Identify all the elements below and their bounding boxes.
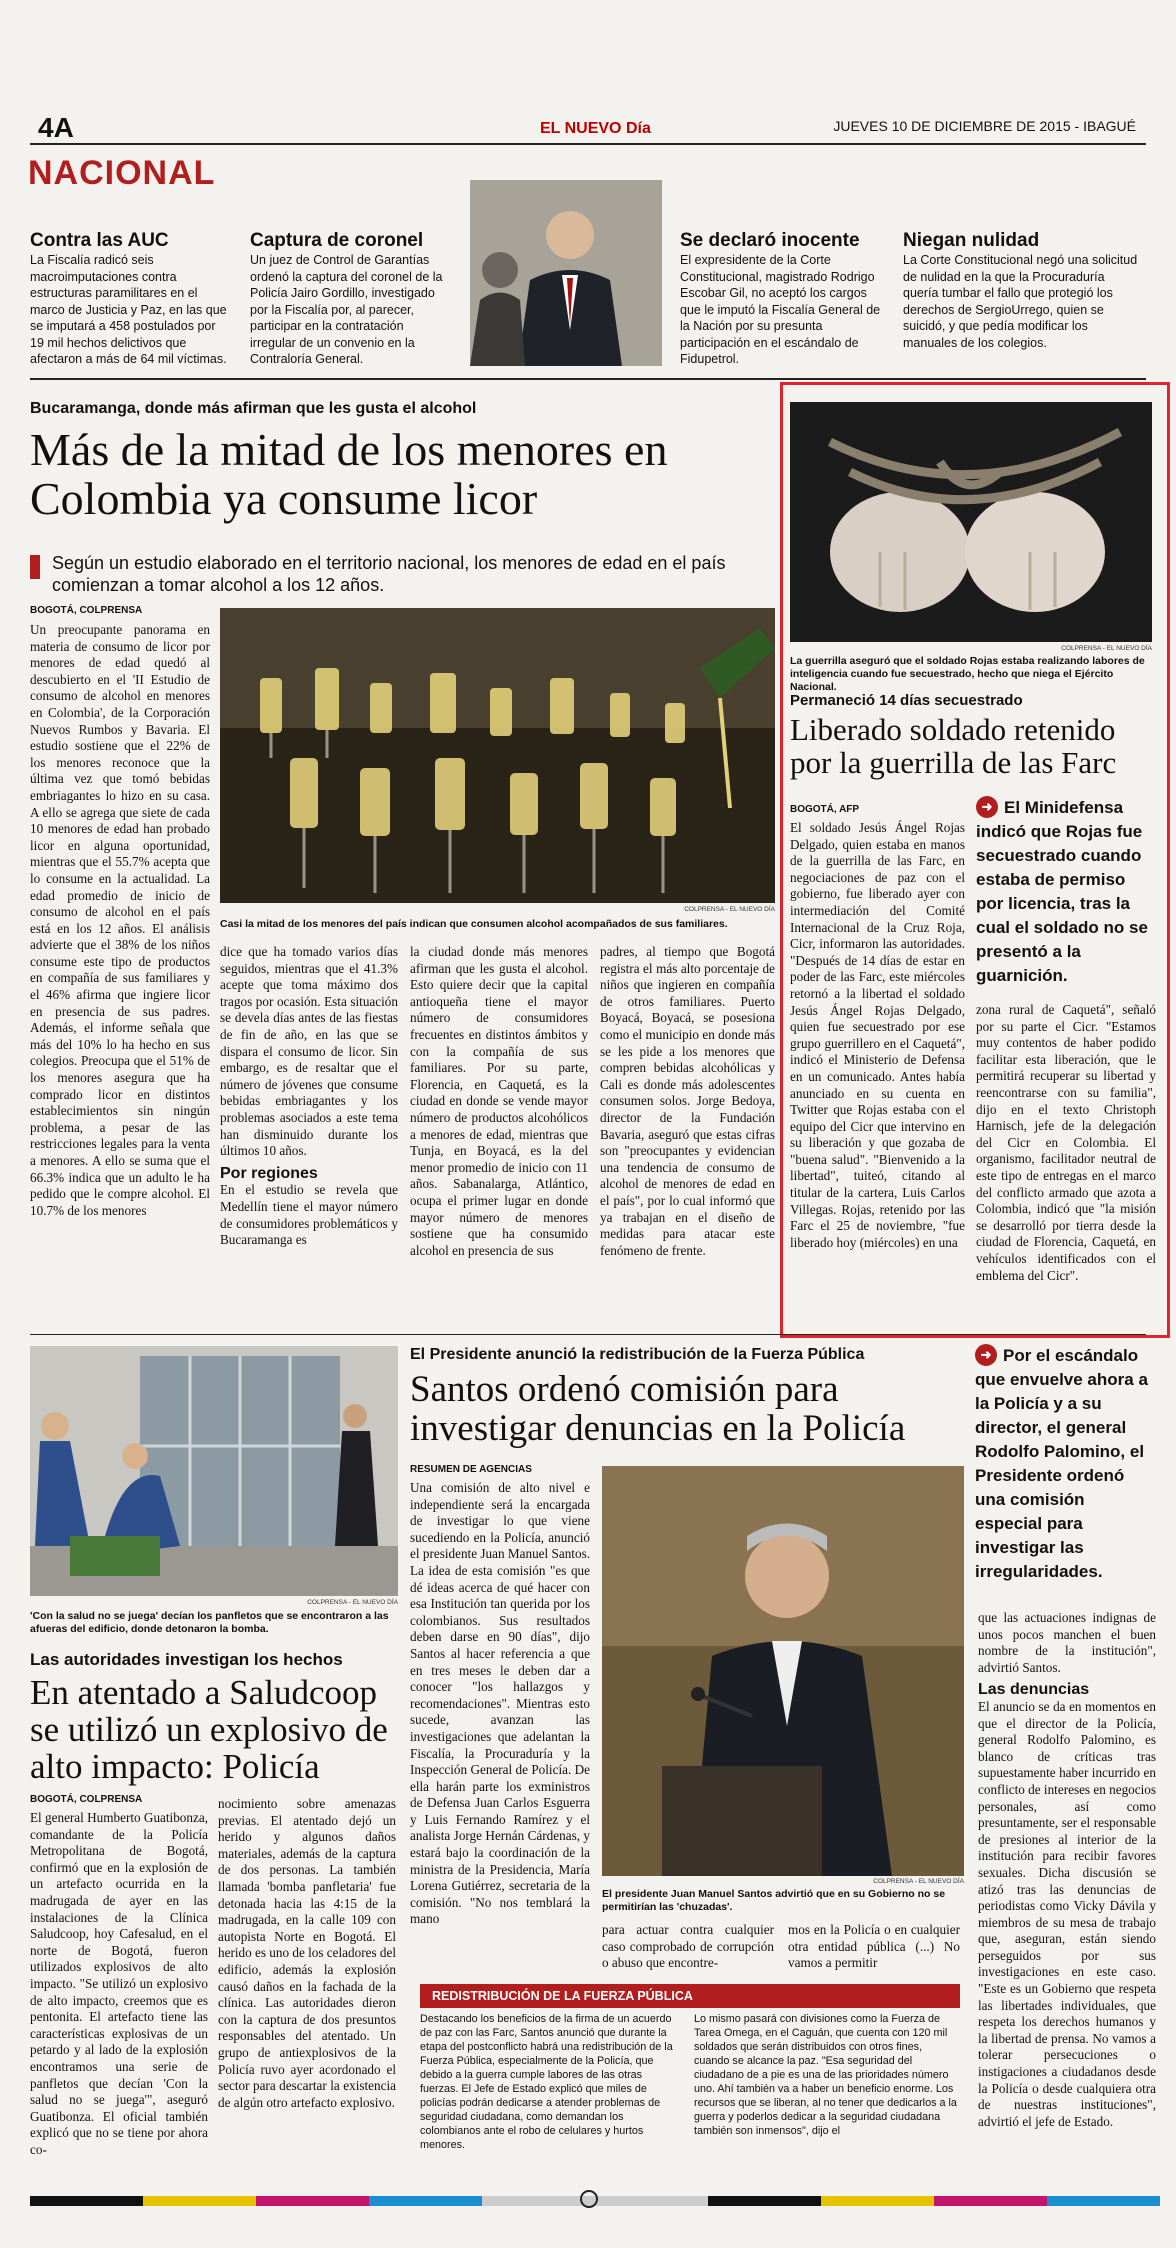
brief-text: El expresidente de la Corte Constitucional, magistrado Rodrigo Escobar Gil, no aceptó los cargos que le imputó la Fiscalía General de la Nación por su presunta participación en el escándalo de Fidupetrol. [680, 253, 881, 366]
alcohol-col-4: padres, al tiempo que Bogotá registra el más alto porcentaje de niños que ingieren en compañía de otros familiares. Puerto Boyacá, Boyacá, se posesiona como el municipio en donde más se les pide a los menores que compren bebidas alcohólicas y Cali es donde más adolescentes consumen solos. Jorge Bedoya, director de la Fundación Bavaria, aseguró que estas cifras son "preocupantes y evidencian una tendencia de consumo de alcohol de menores de edad en el país", por lo cual informó que ya trabajan en el diseño de medidas para atacar este fenómeno de frente. [600, 944, 775, 1258]
brief-title: Contra las AUC [30, 230, 169, 251]
santos-pullquote: ➜ Por el escándalo que envuelve ahora a la Policía y a su director, el general Rodolfo Palomino, el Presidente ordenó una comisión especial para investigar las irregularidades. [975, 1346, 1148, 1581]
bomb-byline: BOGOTÁ, COLPRENSA [30, 1794, 143, 1805]
brief-text: La Corte Constitucional negó una solicitud de nulidad en la que la Procuraduría quería tumbar el fallo que protegió los derechos de SergioUrrego, quien se suicidó, y que pedía modificar los manuales de los colegios. [903, 253, 1138, 350]
brief-text: Un juez de Control de Garantías ordenó la captura del coronel de la Policía Jairo Gordillo, investigado por la Fiscalía por, al parecer, participar en la contratación irregular de un convenio en la Contraloría General. [250, 253, 443, 366]
alcohol-photo-credit: COLPRENSA - EL NUEVO DÍA [684, 906, 775, 913]
alcohol-headline: Más de la mitad de los menores en Colombia ya consume licor [30, 424, 668, 524]
alcohol-photo [220, 608, 775, 903]
section-title: NACIONAL [28, 154, 216, 192]
santos-kicker: El Presidente anunció la redistribución de la Fuerza Pública [410, 1346, 865, 1363]
masthead-logo: EL NUEVO Día [540, 120, 651, 137]
briefs-rule [30, 378, 1146, 380]
brief-3 [680, 230, 885, 368]
saludcoop-photo [30, 1346, 398, 1596]
alcohol-col-1: Un preocupante panorama en materia de consumo de licor por menores de edad quedó al descubierto en el 'II Estudio de consumo de alcohol en menores en Colombia', de la Corporación Nuevos Rumbos y Bavaria. El estudio sostiene que el 22% de los menores reconoce que la última vez que tomó bebidas embriagantes lo hizo en su casa. A ello se agrega que siete de cada 10 menores de edad han probado licor en alguna oportunidad, mientras que el 55.7% acepta que lo consume en la actualidad. La edad promedio de inicio de consumo de alcohol en el país está en los 12 años. El análisis advierte que el 38% de los niños consume este tipo de productos en compañía de sus familiares y el 46% afirma que ingiere licor en presencia de sus padres. Además, el informe señala que más del 10% lo ha hecho en sus colegios. Preocupa que el 51% de los menores asegura que ha comprado licor en distintos establecimientos sin ningún problema, a pesar de las restricciones legales para la venta a menores. A ello se suma que el 66.3% indica que un adulto le ha pedido que le compre alcohol. El 10.7% de los menores [30, 622, 210, 1218]
santos-col-4: que las actuaciones indignas de unos pocos manchen el buen nombre de la institución", advirtió Santos. Las denuncias El anuncio se da en momentos en que el director de la Policía, general Rodolfo Palomino, es blanco de críticas tras supuestamente haber incurrido en conflicto de intereses en negocios personales, así como presuntamente, ser el responsable de presiones al interior de la institución para recibir favores sexuales. Dicha discusión se atizó tras las denuncias de periodistas como Vicky Dávila y miembros de su mesa de trabajo que, aseguran, están siendo perseguidos por sus investigaciones en este caso. "Este es un Gobierno que respeta las libertades individuales, que respeta los derechos humanos y la libertad de prensa. No vamos a tolerar persecuciones o instigaciones a ciudadanos desde la Policía o desde cualquiera otra de nuestras instituciones", advirtió el jefe de Estado. [978, 1610, 1156, 2129]
soldier-photo-caption: La guerrilla aseguró que el soldado Rojas estaba realizando labores de inteligencia cuando fue secuestrado, hecho que niega el Ejército Nacional. [790, 655, 1145, 693]
brief-1 [30, 230, 230, 368]
tied-hands-photo [790, 402, 1152, 642]
santos-subhead: Las denuncias [978, 1681, 1090, 1699]
sidebar-box-title: REDISTRIBUCIÓN DE LA FUERZA PÚBLICA [420, 1984, 960, 2008]
santos-col-2: para actuar contra cualquier caso comprobado de corrupción o abuso que encontre- [602, 1922, 774, 1971]
santos-byline: RESUMEN DE AGENCIAS [410, 1464, 532, 1475]
brief-title: Se declaró inocente [680, 230, 860, 251]
section-rule [30, 1334, 1146, 1335]
bomb-photo-credit: COLPRENSA - EL NUEVO DÍA [307, 1599, 398, 1606]
brief-text: La Fiscalía radicó seis macroimputaciones contra estructuras paramilitares en el marco de Justicia y Paz, en las que se imputará a 458 postulados por 19 mil hechos delictivos que afectaron a más de 64 mil víctimas. [30, 253, 227, 366]
alcohol-subhead: Por regiones [220, 1164, 318, 1182]
santos-photo [602, 1466, 964, 1876]
alcohol-col-3: la ciudad donde más menores afirman que les gusta el alcohol. Esto quiere decir que la capital antioqueña tiene el mayor número de consumidores frecuentes en distintos ámbitos y con la compañía de sus familiares. Por su parte, Florencia, en Caquetá, es la ciudad en donde se vende mayor número de productos alcohólicos a menores de edad, mientras que Tunja, en Boyacá, es la del menor promedio de inicio con 11 años. Sabanalarga, Atlántico, ocupa el primer lugar en donde mayor número de menores sostiene que ha consumido alcohol en presencia de sus [410, 944, 588, 1258]
soldier-byline: BOGOTÁ, AFP [790, 804, 860, 815]
bomb-kicker: Las autoridades investigan los hechos [30, 1650, 343, 1669]
bomb-photo-caption: 'Con la salud no se juega' decían los panfletos que se encontraron a las afueras del edificio, donde detonaron la bomba. [30, 1610, 389, 1635]
brief-4 [903, 230, 1143, 351]
alcohol-photo-caption: Casi la mitad de los menores del país indican que consumen alcohol acompañados de sus familiares. [220, 918, 728, 930]
santos-headline: Santos ordenó comisión para investigar denuncias en la Policía [410, 1369, 906, 1450]
soldier-headline: Liberado soldado retenido por la guerrilla de las Farc [790, 712, 1117, 780]
brief-2 [250, 230, 450, 368]
brief-title: Niegan nulidad [903, 230, 1040, 251]
dateline: JUEVES 10 DE DICIEMBRE DE 2015 - IBAGUÉ [833, 118, 1136, 134]
sidebar-box-col-1: Destacando los beneficios de la firma de un acuerdo de paz con las Farc, Santos anunció que durante la etapa del postconflicto habrá una redistribución de la Fuerza Pública, especialmente de la Policía, que debido a la guerra cumple labores de las otras fuerzas. El Jefe de Estado explicó que miles de policías podrán dedicarse a atender problemas de seguridad ciudadana, como demandan los colombianos ante el robo de celulares y hurtos menores. [420, 2013, 673, 2151]
bomb-col-2: nocimiento sobre amenazas previas. El atentado dejó un herido y algunos daños materiales, además de la captura de dos personas. La también llamada 'bomba panfletaria' fue detonada hacia las 4:15 de la madrugada, en la calle 109 con autopista Norte en Bogotá. El herido es uno de los celadores del edificio, además la explosión causó daños en la fachada de la clínica. Las autoridades dieron con la captura de dos presuntos responsables del atentado. Un grupo de antiexplosivos de la Policía ruvo ayer acordonado el sector para descartar la existencia de algún otro artefacto explosivo. [218, 1796, 396, 2110]
registration-mark-icon [580, 2190, 598, 2208]
alcohol-deck: Según un estudio elaborado en el territorio nacional, los menores de edad en el país comienzan a tomar alcohol a los 12 años. [30, 552, 785, 596]
deck-marker [30, 555, 40, 579]
soldier-photo-credit: COLPRENSA - EL NUEVO DÍA [1061, 645, 1152, 652]
arrow-right-icon: ➜ [976, 796, 998, 818]
magistrate-photo [470, 180, 662, 366]
alcohol-col-2: dice que ha tomado varios días seguidos, mientras que el 41.3% acepte que toma máximo dos tragos por ocasión. Esta situación se devela días antes de las fiestas de fin de año, en las que se dispara el consumo de licor. Sin embargo, es de resaltar que el número de jóvenes que consume bebidas embriagantes y los problemas asociados a este tema han disminuido durante los últimos 10 años. Por regiones En el estudio se revela que Medellín tiene el mayor número de consumidores problemáticos y Bucaramanga es [220, 944, 398, 1248]
brief-title: Captura de coronel [250, 230, 424, 251]
page-number: 4A [38, 112, 74, 143]
santos-col-1: Una comisión de alto nivel e independiente será la encargada de investigar lo que viene sucediendo en la Policía, anunció el presidente Juan Manuel Santos. La idea de esta comisión "es que dé ideas acerca de qué hacer con esa Institución tan querida por los colombianos. Sus resultados deben darse en 90 días", dijo Santos al hacer referencia a que en tres meses le deben dar a conocer "los hallazgos y recomendaciones". Mientras esto sucede, avanzan las investigaciones que adelantan la Fiscalía, la Procuraduría y la Inspección General de Policía. De ella harán parte los exministros de Defensa Juan Carlos Esguerra y Luis Fernando Ramírez y el analista Jorge Hernán Cárdenas, y estará bajo la coordinación de la ministra de la Presidencia, María Lorena Gutiérrez, secretaria de la comisión. "No nos temblará la mano [410, 1480, 590, 1927]
arrow-right-icon: ➜ [975, 1344, 997, 1366]
soldier-col-2: zona rural de Caquetá", señaló por su parte el Cicr. "Estamos muy contentos de haber podido facilitar esta liberación, que le permitirá recuperar su libertad y reencontrarse con su familia", dijo en el texto Christoph Harnisch, jefe de la delegación del Cicr en Colombia. El organismo, facilitador neutral de este tipo de entregas en el marco del conflicto armado que azota a Colombia, indicó que "la misión se desarrolló por tierra desde la ciudad de Florencia, Caquetá, en vehículos identificados con el emblema del Cicr". [976, 1002, 1156, 1283]
alcohol-kicker: Bucaramanga, donde más afirman que les gusta el alcohol [30, 400, 477, 417]
santos-photo-credit: COLPRENSA - EL NUEVO DÍA [873, 1878, 964, 1885]
alcohol-byline: BOGOTÁ, COLPRENSA [30, 605, 143, 616]
bomb-col-1: El general Humberto Guatibonza, comandante de la Policía Metropolitana de Bogotá, confirmó que en la explosión de un artefacto ocurrida en la madrugada de ayer en las instalaciones de la Clínica Saludcoop, hoy Cafesalud, en el norte de Bogotá, fueron utilizados explosivos de alto impacto. "Se utilizó un explosivo de alto impacto, creemos que es pentonita. El artefacto tiene las características explosivas de un petardo y al lado de la explosión encontramos una serie de panfletos que decían 'Con la salud no se juega'", aseguró Guatibonza. El oficial también explicó que no se tiene por ahora co- [30, 1810, 208, 2157]
santos-col-3: mos en la Policía o en cualquier otra entidad pública (...) No vamos a permitir [788, 1922, 960, 1971]
soldier-col-1: El soldado Jesús Ángel Rojas Delgado, quien estaba en manos de la guerrilla de las Farc, en negociaciones de paz con el gobierno, fue liberado ayer con intermediación del Comité Internacional de la Cruz Roja, Cicr, informaron las autoridades. "Después de 14 días de estar en poder de las Farc, este miércoles retornó a la libertad el soldado Jesús Ángel Rojas Delgado, quien fue secuestrado por ese grupo guerrillero en el Caquetá", indicó el Ministerio de Defensa en un comunicado. Antes había anunciado en su cuenta en Twitter que Rojas estaba con el equipo del Cicr que intervino en su liberación y que gozaba de "buena salud". "Bienvenido a la libertad", tuiteó, citando al titular de la cartera, Luis Carlos Villegas. Rojas, retenido por las Farc el 25 de noviembre, "fue liberado hoy (miércoles) en una [790, 820, 965, 1250]
sidebar-box-col-2: Lo mismo pasará con divisiones como la Fuerza de Tarea Omega, en el Caguán, que cuenta con 120 mil soldados que serán distribuidos con otros fines, cuando se alcance la paz. "Esa seguridad del ciudadano de a pie es una de las prioridades número uno. Ahí también va a haber un beneficio enorme. Los recursos que se liberan, al no tener que dedicarlos a la guerra y poderlos dedicar a la seguridad ciudadana también son inmensos", dijo el [694, 2013, 957, 2137]
soldier-kicker: Permaneció 14 días secuestrado [790, 692, 1023, 709]
header-rule [30, 143, 1146, 145]
soldier-pullquote: ➜ El Minidefensa indicó que Rojas fue secuestrado cuando estaba de permiso por licencia, tras la cual el soldado no se presentó a la guarnición. [976, 798, 1148, 985]
santos-photo-caption: El presidente Juan Manuel Santos advirtió que en su Gobierno no se permitirían las 'chuzadas'. [602, 1888, 946, 1913]
bomb-headline: En atentado a Saludcoop se utilizó un explosivo de alto impacto: Policía [30, 1673, 388, 1787]
